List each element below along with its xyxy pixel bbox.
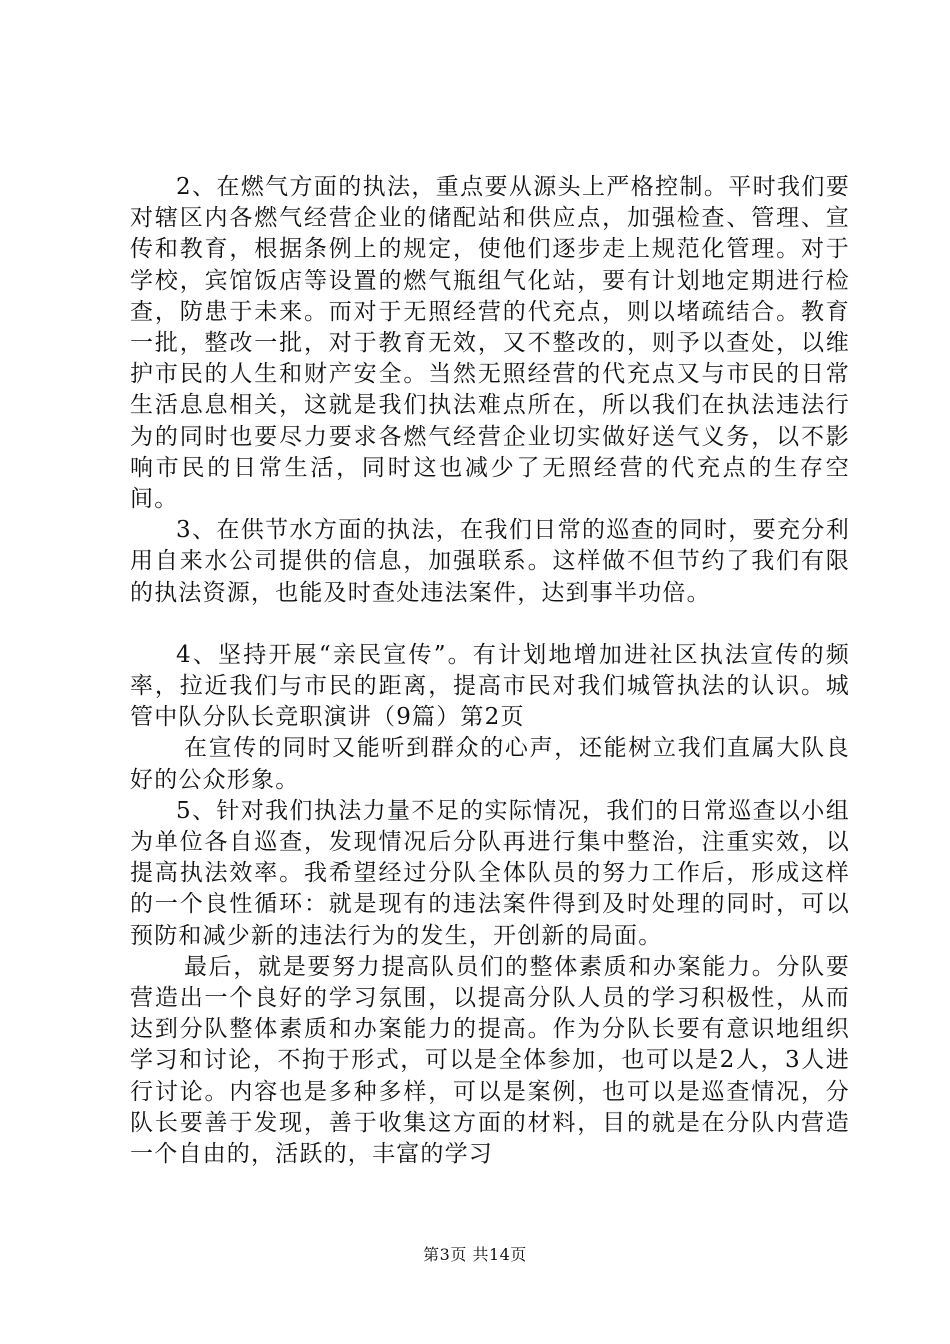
paragraph-patrol-groups: 5、针对我们执法力量不足的实际情况，我们的日常巡查以小组为单位各自巡查，发现情况后分队再进行集中整治，注重实效，以提高执法效率。我希望经过分队全体队员的努力工作后，形成这样的一个良性循环：就是现有的违法案件得到及时处理的同时，可以预防和减少新的违法行为的发生，开创新的局面。 [130,797,850,949]
paragraph-water-enforcement: 3、在供节水方面的执法，在我们日常的巡查的同时，要充分利用自来水公司提供的信息，加强联系。这样做不但节约了我们有限的执法资源，也能及时查处违法案件，达到事半功倍。 [130,517,850,606]
paragraph-public-image: 在宣传的同时又能听到群众的心声，还能树立我们直属大队良好的公众形象。 [130,735,850,793]
paragraph-team-quality: 最后，就是要努力提高队员们的整体素质和办案能力。分队要营造出一个良好的学习氛围，以提高分队人员的学习积极性，从而达到分队整体素质和办案能力的提高。作为分队长要有意识地组织学习和讨论，不拘于形式，可以是全体参加，也可以是2人，3人进行讨论。内容也是多种多样，可以是案例，也可以是巡查情况，分队长要善于发现，善于收集这方面的材料，目的就是在分队内营造一个自由的，活跃的，丰富的学习 [130,953,850,1168]
paragraph-gas-enforcement: 2、在燃气方面的执法，重点要从源头上严格控制。平时我们要对辖区内各燃气经营企业的储配站和供应点，加强检查、管理、宣传和教育，根据条例上的规定，使他们逐步走上规范化管理。对于学校，宾馆饭店等设置的燃气瓶组气化站，要有计划地定期进行检查，防患于未来。而对于无照经营的代充点，则以堵疏结合。教育一批，整改一批，对于教育无效，又不整改的，则予以查处，以维护市民的人生和财产安全。当然无照经营的代充点又与市民的日常生活息息相关，这就是我们执法难点所在，所以我们在执法违法行为的同时也要尽力要求各燃气经营企业切实做好送气义务，以不影响市民的日常生活，同时这也减少了无照经营的代充点的生存空间。 [130,174,850,513]
document-body [130,172,850,1170]
paragraph-community-publicity: 4、坚持开展“亲民宣传”。有计划地增加进社区执法宣传的频率，拉近我们与市民的距离，提高市民对我们城管执法的认识。城管中队分队长竞职演讲（9篇）第2页 [130,641,850,731]
page-number-footer: 第3页 共14页 [423,1245,527,1264]
